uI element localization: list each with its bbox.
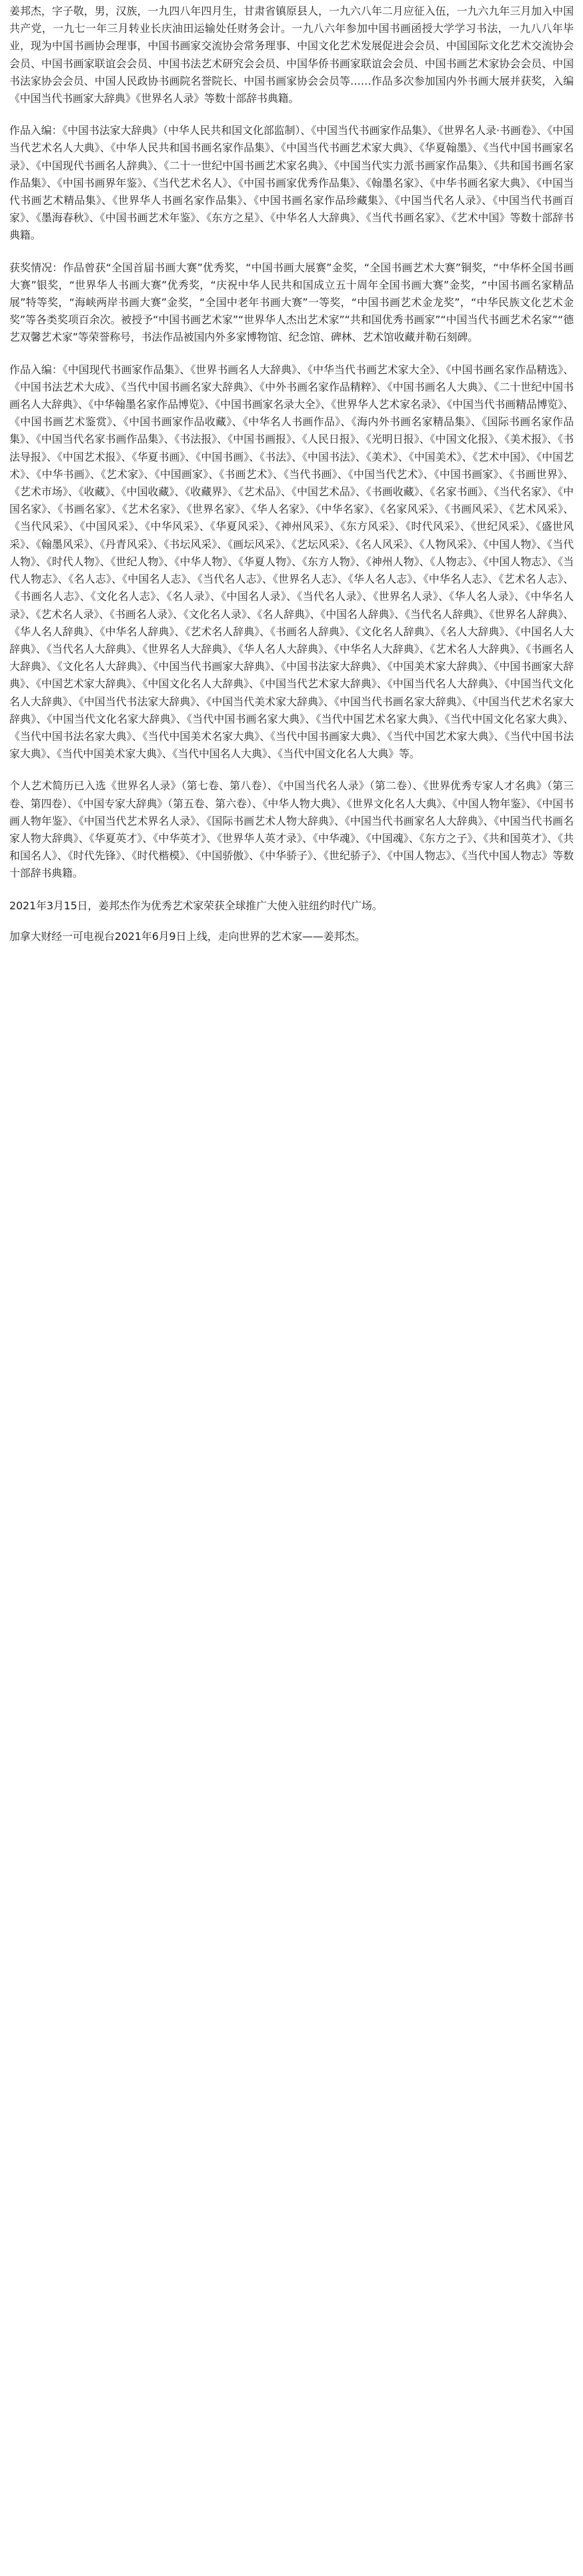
article-paragraph-5: 个人艺术简历已入选《世界名人录》（第七卷、第八卷）、《中国当代名人录》（第二卷）、《世界优秀专家人才名典》（第三卷、第四卷）、《中国专家大辞典》（第五卷、第六卷）、《中华人物大典》、《世界文化名人大典》、《中国人物年鉴》、《中国书画人物年鉴》、《中国当代艺术界名人录》、《国际书画艺术人物大辞典》、《中国当代书画家名人大辞典》、《中国当代书画名家人物大辞典》、《华夏英才》、《中华英才》、《世界华人英才录》、《中华魂》、《中国魂》、《东方之子》、《共和国英才》、《共和国名人》、《时代先锋》、《时代楷模》、《中国骄傲》、《中华骄子》、《世纪骄子》、《中国人物志》、《当代中国人物志》等数十部辞书典籍。 — [9, 779, 574, 880]
article-paragraph-4: 作品入编：《中国现代书画家作品集》、《世界书画名人大辞典》、《中华当代书画艺术家大全》、《中国书画名家作品精选》、《中国书法艺术大成》、《当代中国书画名家大辞典》、《中外书画名家作品精粹》、《中国书画名人大典》、《二十世纪中国书画名人大辞典》、《中华翰墨名家作品博览》、《中国书画家名录大全》、《世界华人艺术家名录》、《中国当代书画精品博览》、《中国书画艺术鉴赏》、《中国书画家作品收藏》、《中华名人书画作品》、《海内外书画名家精品集》、《国际书画名家作品集》、《中国当代名家书画作品集》、《书法报》、《中国书画报》、《人民日报》、《光明日报》、《中国文化报》、《美术报》、《书法导报》、《中国艺术报》、《华夏书画》、《中国书画》、《书法》、《中国书法》、《美术》、《中国美术》、《艺术中国》、《中国艺术》、《中华书画》、《艺术家》、《中国画家》、《书画艺术》、《当代书画》、《中国当代艺术》、《中国书画家》、《书画世界》、《艺术市场》、《收藏》、《中国收藏》、《收藏界》、《艺术品》、《中国艺术品》、《书画收藏》、《名家书画》、《当代名家》、《中国名家》、《书画名家》、《艺术名家》、《世界名家》、《华人名家》、《中华名家》、《名家风采》、《书画风采》、《艺术风采》、《当代风采》、《中国风采》、《中华风采》、《华夏风采》、《神州风采》、《东方风采》、《时代风采》、《世纪风采》、《盛世风采》、《翰墨风采》、《丹青风采》、《书坛风采》、《画坛风采》、《艺坛风采》、《名人风采》、《人物风采》、《中国人物》、《当代人物》、《时代人物》、《世纪人物》、《中华人物》、《华夏人物》、《东方人物》、《神州人物》、《人物志》、《中国人物志》、《当代人物志》、《名人志》、《中国名人志》、《当代名人志》、《世界名人志》、《华人名人志》、《中华名人志》、《艺术名人志》、《书画名人志》、《文化名人志》、《名人录》、《中国名人录》、《当代名人录》、《世界名人录》、《华人名人录》、《中华名人录》、《艺术名人录》、《书画名人录》、《文化名人录》、《名人辞典》、《中国名人辞典》、《当代名人辞典》、《世界名人辞典》、《华人名人辞典》、《中华名人辞典》、《艺术名人辞典》、《书画名人辞典》、《文化名人辞典》、《名人大辞典》、《中国名人大辞典》、《当代名人大辞典》、《世界名人大辞典》、《华人名人大辞典》、《中华名人大辞典》、《艺术名人大辞典》、《书画名人大辞典》、《文化名人大辞典》、《中国当代书画家大辞典》、《中国书法家大辞典》、《中国美术家大辞典》、《中国书画家大辞典》、《中国艺术家大辞典》、《中国文化名人大辞典》、《中国当代艺术家大辞典》、《中国当代名人大辞典》、《中国当代文化名人大辞典》、《中国当代书法家大辞典》、《中国当代美术家大辞典》、《中国当代书画名家大辞典》、《中国当代艺术名家大辞典》、《中国当代文化名家大辞典》、《当代中国书画名家大典》、《当代中国艺术名家大典》、《当代中国文化名家大典》、《当代中国书法名家大典》、《当代中国美术名家大典》、《当代中国书画家大典》、《当代中国艺术家大典》、《当代中国书法家大典》、《当代中国美术家大典》、《当代中国名人大典》、《当代中国文化名人大典》等。 — [9, 363, 574, 761]
article-paragraph-3: 获奖情况：作品曾获“全国首届书画大赛”优秀奖，“中国书画大展赛”金奖，“全国书画艺术大赛”铜奖，“中华杯全国书画大赛”银奖，“世界华人书画大赛”优秀奖，“庆祝中华人民共和国成立五十周年全国书画大赛”金奖，“中国书画名家精品展”特等奖，“海峡两岸书画大赛”金奖，“全国中老年书画大赛”一等奖，“中国书画艺术金龙奖”，“中华民族文化艺术金奖”等各类奖项百余次。被授予“中国书画艺术家”“世界华人杰出艺术家”“共和国优秀书画家”“中国当代书画艺术名家”“德艺双馨艺术家”等荣誉称号，书法作品被国内外多家博物馆、纪念馆、碑林、艺术馆收藏并勒石刻碑。 — [9, 261, 574, 344]
article-paragraph-6: 2021年3月15日，姜邦杰作为优秀艺术家荣获全球推广大使入驻纽约时代广场。 — [9, 899, 383, 912]
article-paragraph-1: 姜邦杰，字子敬，男，汉族，一九四八年四月生，甘肃省镇原县人，一九六八年二月应征入伍，一九六九年三月加入中国共产党，一九七一年三月转业长庆油田运输处任财务会计。一九八六年参加中国书画函授大学学习书法，一九八八年毕业，现为中国书画协会理事，中国书画家交流协会常务理事、中国文化艺术发展促进会会员、中国国际文化艺术交流协会会员、中国书画家联谊会会员、中国书法艺术研究会会员、中国华侨书画家联谊会会员、中国书画艺术家协会会员、中国书法家协会会员、中国人民政协书画院名誉院长、中国书画家协会会员等……作品多次参加国内外书画大展并获奖，入编《中国当代书画家大辞典》《世界名人录》等数十部辞书典籍。 — [9, 5, 574, 105]
article-paragraph-2: 作品入编：《中国书法家大辞典》（中华人民共和国文化部监制）、《中国当代书画家作品集》、《世界名人录·书画卷》、《中国当代艺术名人大典》、《中华人民共和国书画名家作品集》、《中国当代书画艺术家大典》、《华夏翰墨》、《当代中国书画家名录》、《中国现代书画名人辞典》、《二十一世纪中国书画艺术家名典》、《中国当代实力派书画家作品集》、《共和国书画名家作品集》、《中国书画界年鉴》、《当代艺术名人》、《中国书画家优秀作品集》、《翰墨名家》、《中华书画名家大典》、《中国当代书画艺术精品集》、《世界华人书画名家作品集》、《中国书画名家作品珍藏集》、《中国当代名人录》、《中国当代书画百家》、《墨海春秋》、《中国书画艺术年鉴》、《东方之星》、《中华名人大辞典》、《当代书画名家》、《艺术中国》等数十部辞书典籍。 — [9, 124, 574, 242]
article-paragraph-7: 加拿大财经一可电视台2021年6月9日上线，走向世界的艺术家——姜邦杰。 — [9, 929, 366, 943]
